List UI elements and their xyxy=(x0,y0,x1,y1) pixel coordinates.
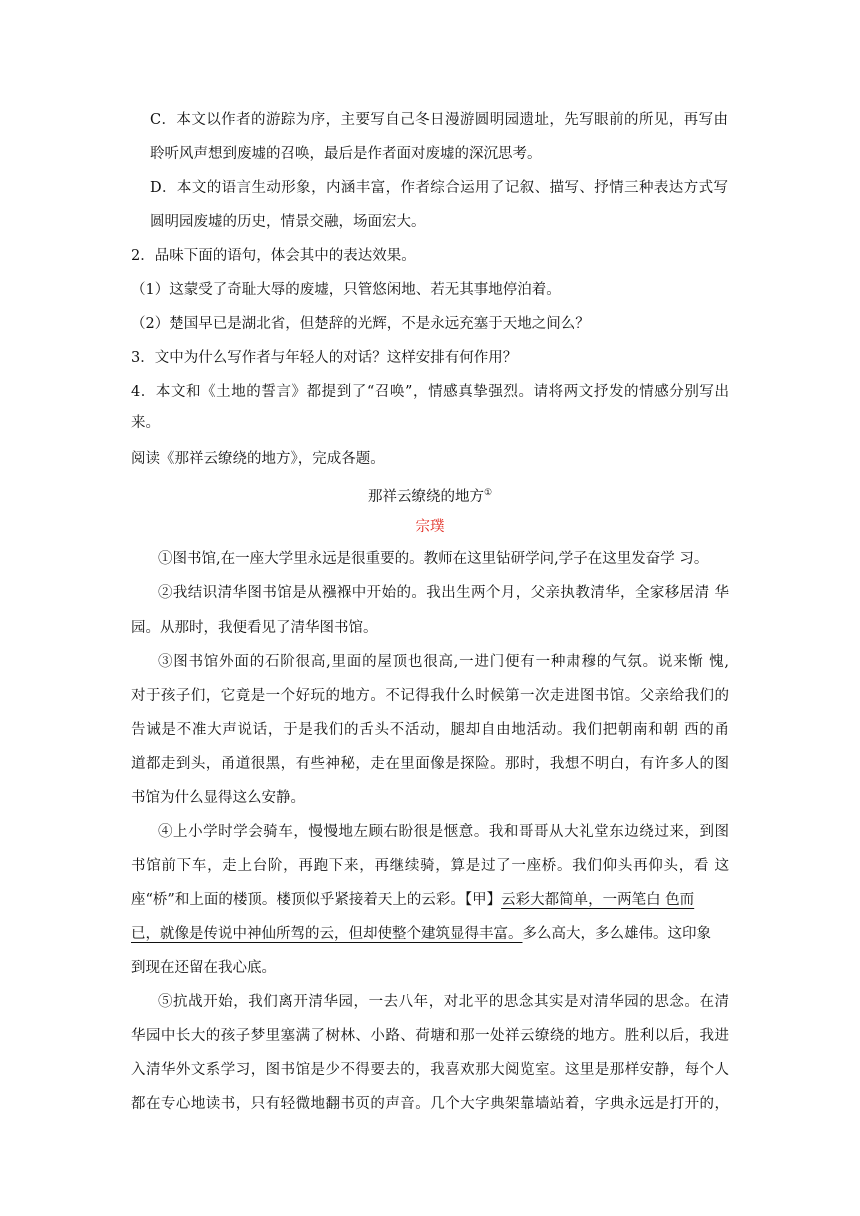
paragraph-5-line-2: 华园中长大的孩子梦里塞满了树林、小路、荷塘和那一处祥云缭绕的地方。胜利以后，我进 xyxy=(131,1028,729,1044)
paragraph-3-line-2: 对于孩子们，它竟是一个好玩的地方。不记得我什么时候第一次走进图书馆。父亲给我们的 xyxy=(131,688,729,704)
paragraph-4-line-3 xyxy=(131,890,694,910)
option-d-line-2: 圆明园废墟的历史，情景交融，场面宏大。 xyxy=(150,214,426,230)
passage-marker-jia: 【甲】 xyxy=(464,892,502,908)
question-4-line-1: 4．本文和《土地的誓言》都提到了“召唤”，情感真挚强烈。请将两文抒发的情感分别写出 xyxy=(131,384,729,400)
paragraph-3-line-1: ③图书馆外面的石阶很高,里面的屋顶也很高,一进门便有一种肃穆的气氛。说来惭 愧, xyxy=(158,654,729,670)
underlined-sentence-part-1: 云彩大都简单，一两笔白 色而 xyxy=(501,892,695,908)
option-d-line-1: D．本文的语言生动形象，内涵丰富，作者综合运用了记叙、描写、抒情三种表达方式写 xyxy=(150,180,728,196)
paragraph-5-line-4: 都在专心地读书，只有轻微地翻书页的声音。几个大字典架靠墙站着，字典永远是打开的， xyxy=(131,1096,729,1112)
paragraph-4-line-1: ④上小学时学会骑车，慢慢地左顾右盼很是惬意。我和哥哥从大礼堂东边绕过来，到图 xyxy=(158,824,729,840)
question-3: 3．文中为什么写作者与年轻人的对话？这样安排有何作用？ xyxy=(131,350,518,366)
paragraph-4-line-2: 书馆前下车，走上台阶，再跑下来，再继续骑，算是过了一座桥。我们仰头再仰头，看 这 xyxy=(131,858,729,874)
paragraph-3-line-3: 告诫是不准大声说话，于是我们的舌头不活动，腿却自由地活动。我们把朝南和朝 西的甬 xyxy=(131,722,729,738)
paragraph-2-line-1: ②我结识清华图书馆是从襁褓中开始的。我出生两个月，父亲执教清华，全家移居清 华 xyxy=(158,585,729,601)
question-2-sentence-1: （1）这蒙受了奇耻大辱的废墟，只管悠闲地、若无其事地停泊着。 xyxy=(131,282,561,298)
article-title-footnote-mark: ① xyxy=(483,488,493,498)
paragraph-3-line-5: 书馆为什么显得这么安静。 xyxy=(131,790,305,806)
article-title-text: 那祥云缭绕的地方 xyxy=(367,488,484,505)
underlined-sentence-part-2: 已，就像是传说中神仙所驾的云，但却使整个建筑显得丰富。 xyxy=(131,926,523,942)
paragraph-5-line-3: 入清华外文系学习，图书馆是少不得要去的，我喜欢那大阅览室。这里是那样安静，每个人 xyxy=(131,1062,729,1078)
paragraph-4-line-5: 到现在还留在我心底。 xyxy=(131,960,276,976)
question-2-sentence-2: （2）楚国早已是湖北省，但楚辞的光辉，不是永远充塞于天地之间么？ xyxy=(131,316,590,332)
option-c-line-1: C．本文以作者的游踪为序，主要写自己冬日漫游圆明园遗址，先写眼前的所见，再写由 xyxy=(150,112,728,128)
reading-intro: 阅读《那祥云缭绕的地方》，完成各题。 xyxy=(131,451,385,467)
question-2: 2．品味下面的语句，体会其中的表达效果。 xyxy=(131,248,416,264)
option-c-line-2: 聆听风声想到废墟的召唤，最后是作者面对废墟的深沉思考。 xyxy=(150,146,542,162)
paragraph-1: ①图书馆,在一座大学里永远是很重要的。教师在这里钻研学问,学子在这里发奋学 习。 xyxy=(158,551,709,567)
paragraph-5-line-1: ⑤抗战开始，我们离开清华园，一去八年，对北平的思念其实是对清华园的思念。在清 xyxy=(158,994,729,1010)
article-author: 宗璞 xyxy=(415,519,445,535)
question-4-line-2: 来。 xyxy=(131,415,160,431)
paragraph-4-line-3-text: 座“桥”和上面的楼顶。楼顶似乎紧接着天上的云彩。 xyxy=(131,892,465,908)
paragraph-2-line-2: 园。从那时，我便看见了清华图书馆。 xyxy=(131,620,378,636)
paragraph-3-line-4: 道都走到头，甬道很黑，有些神秘，走在里面像是探险。那时，我想不明白，有许多人的图 xyxy=(131,756,729,772)
paragraph-4-line-4-text: 多么高大，多么雄伟。这印象 xyxy=(522,926,711,942)
paragraph-4-line-4 xyxy=(131,924,711,944)
article-title xyxy=(0,483,860,507)
